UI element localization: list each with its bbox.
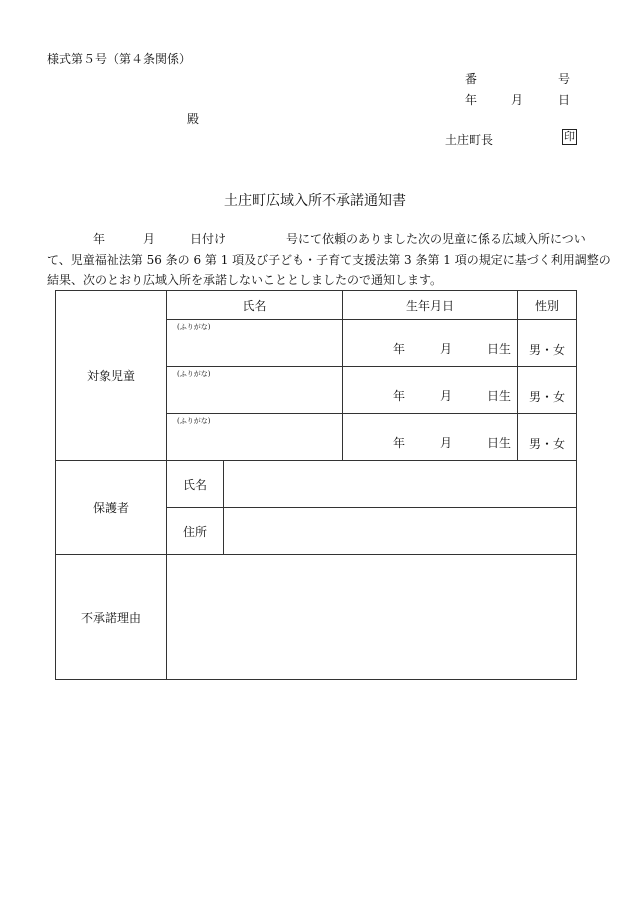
birth-month: 月 <box>440 436 453 450</box>
body-line-1-rest: 号にて依頼のありました次の児童に係る広域入所につい <box>286 232 586 246</box>
child-sex-cell[interactable]: 男・女 <box>518 414 577 461</box>
child-sex-cell[interactable]: 男・女 <box>518 320 577 367</box>
child-birthdate-cell[interactable] <box>343 320 518 367</box>
birth-day: 日生 <box>487 436 512 450</box>
seal-mark: 印 <box>564 130 575 143</box>
child-name-cell[interactable] <box>167 367 343 414</box>
reason-label: 不承諾理由 <box>56 555 167 680</box>
birth-year: 年 <box>393 389 406 403</box>
document-title: 土庄町広域入所不承諾通知書 <box>224 193 406 209</box>
birth-year: 年 <box>393 342 406 356</box>
birth-day: 日生 <box>487 389 512 403</box>
guardian-name-field[interactable] <box>224 461 577 508</box>
birth-day: 日生 <box>487 342 512 356</box>
birth-year: 年 <box>393 436 406 450</box>
furigana-label: (ふりがな) <box>177 417 211 425</box>
child-name-cell[interactable] <box>167 414 343 461</box>
guardian-address-label: 住所 <box>167 508 224 555</box>
child-section-label: 対象児童 <box>56 291 167 461</box>
guardian-section-label: 保護者 <box>56 461 167 555</box>
header-name: 氏名 <box>167 291 343 320</box>
child-birthdate-cell[interactable] <box>343 367 518 414</box>
child-birthdate-cell[interactable] <box>343 414 518 461</box>
body-day-dated: 日付け <box>190 232 227 246</box>
date-month: 月 <box>511 93 524 107</box>
recipient-honorific: 殿 <box>187 112 200 126</box>
birth-month: 月 <box>440 342 453 356</box>
reason-field[interactable] <box>167 555 577 680</box>
guardian-address-field[interactable] <box>224 508 577 555</box>
body-line-2: て、児童福祉法第 56 条の 6 第 1 項及び子ども・子育て支援法第 3 条第 1 項の規定に基づく利用調整の <box>47 253 611 267</box>
header-birthdate: 生年月日 <box>343 291 518 320</box>
child-sex-cell[interactable]: 男・女 <box>518 367 577 414</box>
header-sex: 性別 <box>518 291 577 320</box>
date-day: 日 <box>558 93 571 107</box>
body-year: 年 <box>93 232 106 246</box>
sender-name: 土庄町長 <box>445 133 494 147</box>
child-name-cell[interactable] <box>167 320 343 367</box>
guardian-name-label: 氏名 <box>167 461 224 508</box>
furigana-label: (ふりがな) <box>177 323 211 331</box>
number-prefix: 番 <box>465 72 478 86</box>
furigana-label: (ふりがな) <box>177 370 211 378</box>
application-table <box>55 290 577 680</box>
number-suffix: 号 <box>558 72 571 86</box>
birth-month: 月 <box>440 389 453 403</box>
body-line-3: 結果、次のとおり広域入所を承諾しないこととしましたので通知します。 <box>47 273 443 287</box>
form-number: 様式第５号（第４条関係） <box>47 52 192 66</box>
body-month: 月 <box>143 232 156 246</box>
date-year: 年 <box>465 93 478 107</box>
